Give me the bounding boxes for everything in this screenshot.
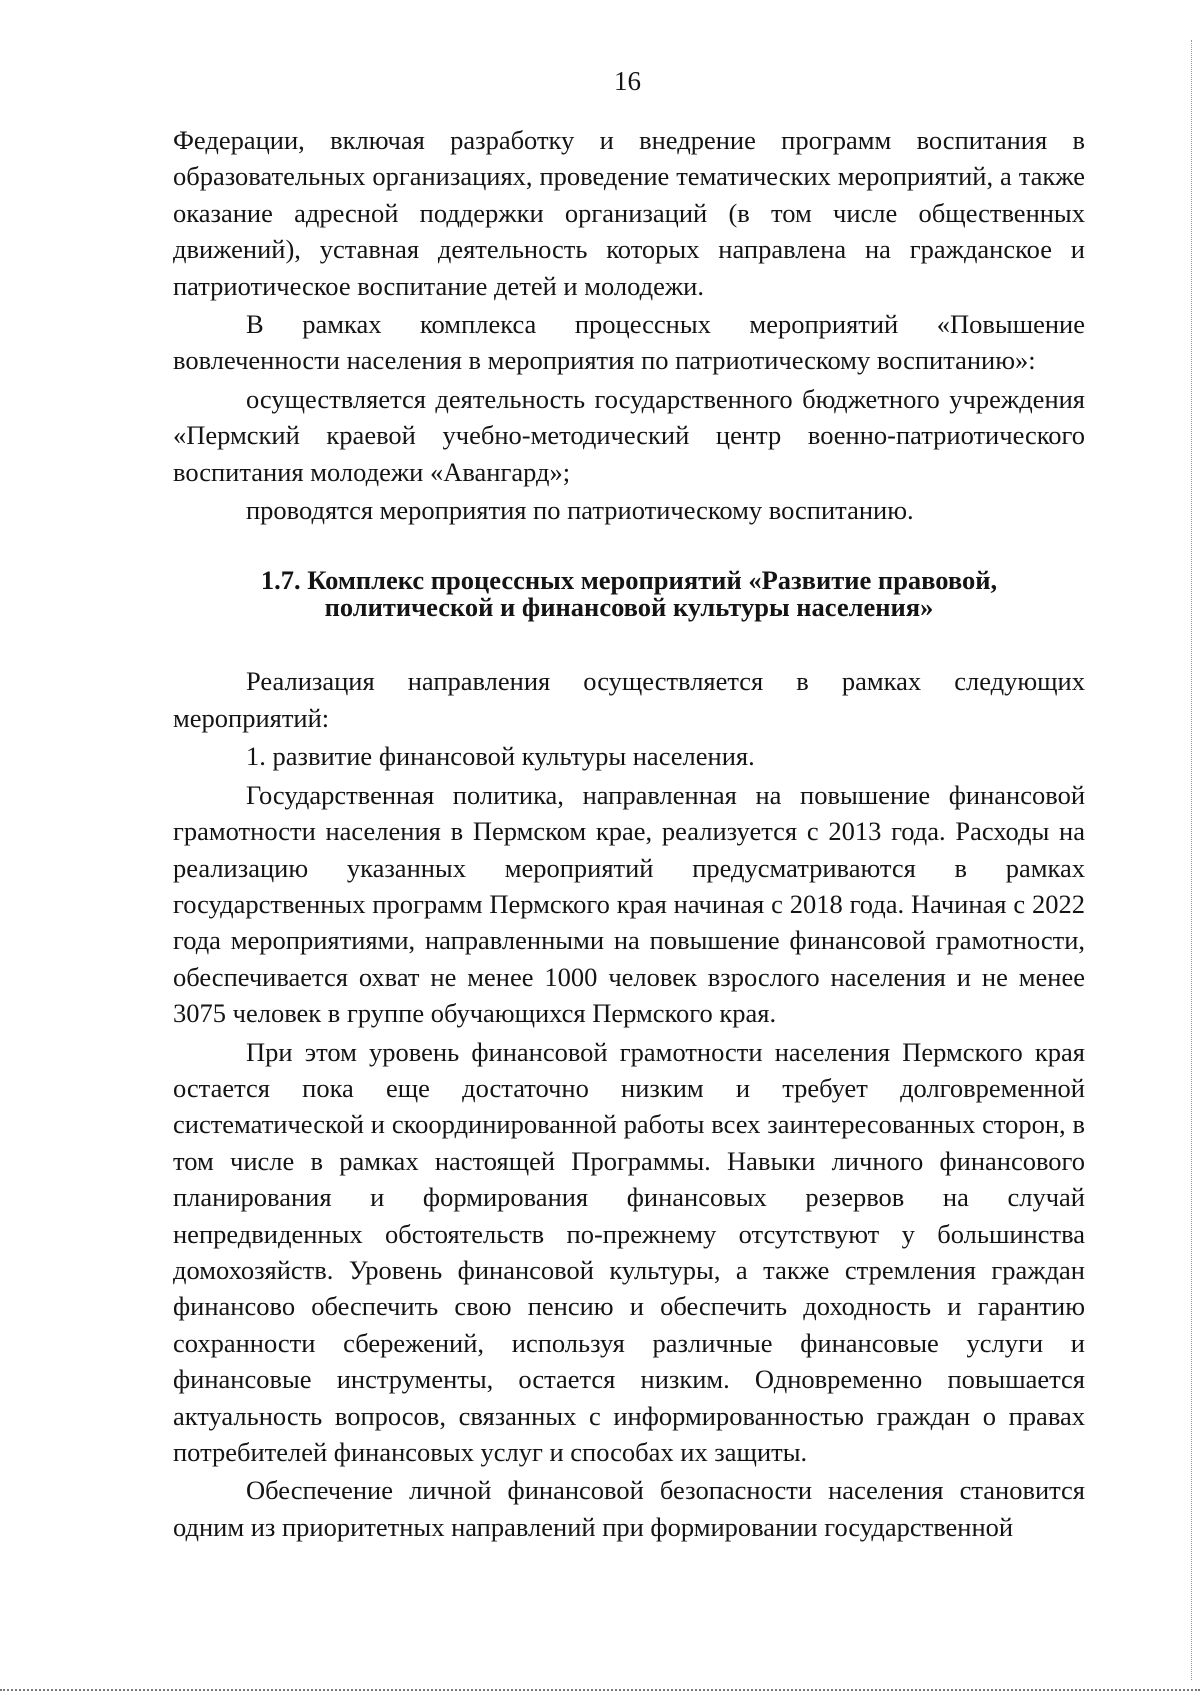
section-heading-line-2: политической и финансовой культуры населения» bbox=[324, 592, 934, 623]
paragraph-patriotic-complex: В рамках комплекса процессных мероприятий «Повышение вовлеченности населения в мероприятия по патриотическому воспитанию»: bbox=[173, 309, 1085, 376]
paragraph-financial-security: Обеспечение личной финансовой безопасности населения становится одним из приоритетных направлений при формировании государственной bbox=[173, 1475, 1085, 1542]
paragraph-literacy-level: При этом уровень финансовой грамотности населения Пермского края остается пока еще достаточно низким и требует долговременной систематической и скоординированной работы всех заинтересованных сторон, в том числе в рамках настоящей Программы. Навыки личного финансового планирования и формирования финансовых резервов на случай непредвиденных обстоятельств по-прежнему отсутствуют у большинства домохозяйств. Уровень финансовой культуры, а также стремления граждан финансово обеспечить свою пенсию и обеспечить доходность и гарантию сохранности сбережений, используя различные финансовые услуги и финансовые инструменты, остается низким. Одновременно повышается актуальность вопросов, связанных с информированностью граждан о правах потребителей финансовых услуг и способах их защиты. bbox=[173, 1036, 1085, 1467]
paragraph-patriotic-events: проводятся мероприятия по патриотическому воспитанию. bbox=[246, 495, 914, 526]
section-heading bbox=[173, 567, 1085, 621]
scan-edge-right bbox=[1190, 40, 1192, 1680]
section-heading-line-1: 1.7. Комплекс процессных мероприятий «Развитие правовой, bbox=[260, 565, 998, 596]
document-body bbox=[173, 122, 1085, 1545]
page-number: 16 bbox=[614, 66, 641, 96]
paragraph-avangard-center: осуществляется деятельность государственного бюджетного учреждения «Пермский краевой учебно-методический центр военно-патриотического воспитания молодежи «Авангард»; bbox=[173, 383, 1085, 487]
paragraph-list-item-1: 1. развитие финансовой культуры населения. bbox=[246, 741, 755, 772]
scan-edge-bottom bbox=[0, 1688, 1200, 1691]
paragraph-continuation: Федерации, включая разработку и внедрение программ воспитания в образовательных организациях, проведение тематических мероприятий, а также оказание адресной поддержки организаций (в том числе общественных движений), уставная деятельность которых направлена на гражданское и патриотическое воспитание детей и молодежи. bbox=[173, 125, 1085, 301]
paragraph-implementation: Реализация направления осуществляется в рамках следующих мероприятий: bbox=[173, 666, 1085, 733]
paragraph-state-policy: Государственная политика, направленная на повышение финансовой грамотности населения в Пермском крае, реализуется с 2013 года. Расходы на реализацию указанных мероприятий предусматриваются в рамках государственных программ Пермского края начиная с 2018 года. Начиная с 2022 года мероприятиями, направленными на повышение финансовой грамотности, обеспечивается охват не менее 1000 человек взрослого населения и не менее 3075 человек в группе обучающихся Пермского края. bbox=[173, 779, 1085, 1029]
